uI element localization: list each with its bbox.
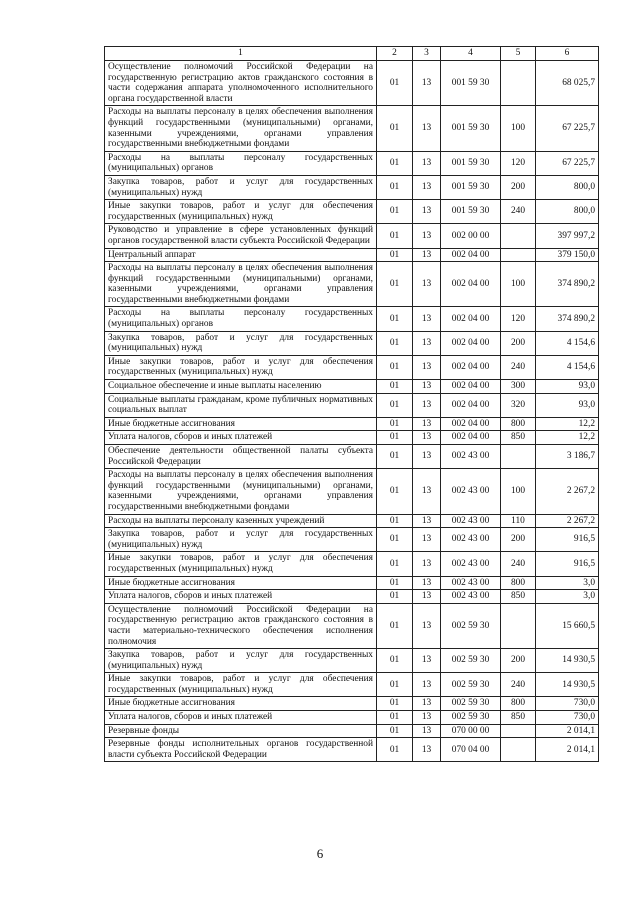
row-description: Закупка товаров, работ и услуг для государственных (муниципальных) нужд bbox=[105, 331, 377, 355]
row-section-code: 01 bbox=[377, 224, 413, 248]
row-subsection-code: 13 bbox=[413, 469, 441, 514]
row-description: Расходы на выплаты персоналу казенных учреждений bbox=[105, 514, 377, 528]
page-number: 6 bbox=[316, 846, 324, 861]
table-row bbox=[105, 200, 599, 224]
row-section-code: 01 bbox=[377, 514, 413, 528]
row-subsection-code: 13 bbox=[413, 248, 441, 262]
row-subsection-code: 13 bbox=[413, 603, 441, 648]
header-cell: 2 bbox=[377, 47, 413, 61]
row-amount: 730,0 bbox=[536, 697, 599, 711]
row-expense-type: 240 bbox=[501, 355, 536, 379]
row-expense-type: 800 bbox=[501, 576, 536, 590]
row-target-article: 002 43 00 bbox=[441, 445, 501, 469]
row-amount: 4 154,6 bbox=[536, 355, 599, 379]
row-section-code: 01 bbox=[377, 603, 413, 648]
row-target-article: 002 43 00 bbox=[441, 469, 501, 514]
row-description: Руководство и управление в сфере установленных функций органов государственной власти субъекта Российской Федерации bbox=[105, 224, 377, 248]
row-amount: 3,0 bbox=[536, 576, 599, 590]
row-target-article: 002 04 00 bbox=[441, 307, 501, 331]
row-description: Иные закупки товаров, работ и услуг для обеспечения государственных (муниципальных) нужд bbox=[105, 355, 377, 379]
table-row bbox=[105, 603, 599, 648]
row-target-article: 070 00 00 bbox=[441, 724, 501, 738]
row-amount: 12,2 bbox=[536, 417, 599, 431]
row-expense-type bbox=[501, 738, 536, 762]
row-target-article: 002 43 00 bbox=[441, 514, 501, 528]
table-row bbox=[105, 151, 599, 175]
row-amount: 2 014,1 bbox=[536, 738, 599, 762]
row-subsection-code: 13 bbox=[413, 380, 441, 394]
row-target-article: 001 59 30 bbox=[441, 151, 501, 175]
header-cell: 6 bbox=[536, 47, 599, 61]
row-section-code: 01 bbox=[377, 393, 413, 417]
row-target-article: 002 43 00 bbox=[441, 590, 501, 604]
row-description: Расходы на выплаты персоналу в целях обеспечения выполнения функций государственными (муниципальными) органами, казенными учреждениями, органами управления государственными внебюджетными фондами bbox=[105, 469, 377, 514]
row-expense-type: 200 bbox=[501, 649, 536, 673]
row-subsection-code: 13 bbox=[413, 590, 441, 604]
table-row bbox=[105, 224, 599, 248]
table-row bbox=[105, 673, 599, 697]
row-expense-type: 320 bbox=[501, 393, 536, 417]
row-section-code: 01 bbox=[377, 590, 413, 604]
row-section-code: 01 bbox=[377, 576, 413, 590]
row-section-code: 01 bbox=[377, 724, 413, 738]
row-expense-type bbox=[501, 724, 536, 738]
row-target-article: 001 59 30 bbox=[441, 61, 501, 106]
row-expense-type: 850 bbox=[501, 711, 536, 725]
row-expense-type: 300 bbox=[501, 380, 536, 394]
table-row bbox=[105, 417, 599, 431]
row-subsection-code: 13 bbox=[413, 151, 441, 175]
row-description: Расходы на выплаты персоналу государственных (муниципальных) органов bbox=[105, 307, 377, 331]
row-subsection-code: 13 bbox=[413, 106, 441, 151]
row-amount: 2 014,1 bbox=[536, 724, 599, 738]
row-expense-type: 100 bbox=[501, 262, 536, 307]
row-subsection-code: 13 bbox=[413, 61, 441, 106]
row-amount: 93,0 bbox=[536, 393, 599, 417]
row-expense-type: 240 bbox=[501, 673, 536, 697]
row-target-article: 002 04 00 bbox=[441, 417, 501, 431]
row-amount: 12,2 bbox=[536, 431, 599, 445]
row-subsection-code: 13 bbox=[413, 738, 441, 762]
row-section-code: 01 bbox=[377, 445, 413, 469]
row-subsection-code: 13 bbox=[413, 393, 441, 417]
row-description: Социальные выплаты гражданам, кроме публичных нормативных социальных выплат bbox=[105, 393, 377, 417]
table-row bbox=[105, 393, 599, 417]
row-subsection-code: 13 bbox=[413, 355, 441, 379]
row-expense-type: 120 bbox=[501, 307, 536, 331]
header-cell: 1 bbox=[105, 47, 377, 61]
row-target-article: 070 04 00 bbox=[441, 738, 501, 762]
table-row bbox=[105, 355, 599, 379]
row-amount: 800,0 bbox=[536, 200, 599, 224]
row-subsection-code: 13 bbox=[413, 200, 441, 224]
table-header-row bbox=[105, 47, 599, 61]
row-amount: 374 890,2 bbox=[536, 307, 599, 331]
row-section-code: 01 bbox=[377, 248, 413, 262]
row-description: Осуществление полномочий Российской Федерации на государственную регистрацию актов гражданского состояния в части содержания аппарата уполномоченного исполнительного органа государственной власти bbox=[105, 61, 377, 106]
table-row bbox=[105, 380, 599, 394]
row-section-code: 01 bbox=[377, 469, 413, 514]
row-expense-type bbox=[501, 445, 536, 469]
row-subsection-code: 13 bbox=[413, 528, 441, 552]
table-row bbox=[105, 469, 599, 514]
row-section-code: 01 bbox=[377, 307, 413, 331]
row-target-article: 002 04 00 bbox=[441, 431, 501, 445]
row-subsection-code: 13 bbox=[413, 724, 441, 738]
row-target-article: 002 00 00 bbox=[441, 224, 501, 248]
document-page bbox=[104, 46, 598, 762]
row-amount: 916,5 bbox=[536, 528, 599, 552]
row-amount: 67 225,7 bbox=[536, 151, 599, 175]
row-section-code: 01 bbox=[377, 106, 413, 151]
row-section-code: 01 bbox=[377, 61, 413, 106]
row-expense-type bbox=[501, 61, 536, 106]
row-description: Резервные фонды bbox=[105, 724, 377, 738]
row-amount: 2 267,2 bbox=[536, 514, 599, 528]
header-cell: 5 bbox=[501, 47, 536, 61]
row-description: Уплата налогов, сборов и иных платежей bbox=[105, 590, 377, 604]
row-subsection-code: 13 bbox=[413, 552, 441, 576]
table-row bbox=[105, 106, 599, 151]
row-expense-type: 240 bbox=[501, 200, 536, 224]
row-subsection-code: 13 bbox=[413, 673, 441, 697]
row-section-code: 01 bbox=[377, 151, 413, 175]
row-subsection-code: 13 bbox=[413, 697, 441, 711]
row-section-code: 01 bbox=[377, 431, 413, 445]
row-description: Закупка товаров, работ и услуг для государственных (муниципальных) нужд bbox=[105, 528, 377, 552]
row-subsection-code: 13 bbox=[413, 431, 441, 445]
row-description: Закупка товаров, работ и услуг для государственных (муниципальных) нужд bbox=[105, 175, 377, 199]
row-section-code: 01 bbox=[377, 738, 413, 762]
row-target-article: 002 04 00 bbox=[441, 380, 501, 394]
row-section-code: 01 bbox=[377, 552, 413, 576]
table-row bbox=[105, 262, 599, 307]
table-row bbox=[105, 175, 599, 199]
row-section-code: 01 bbox=[377, 200, 413, 224]
row-amount: 2 267,2 bbox=[536, 469, 599, 514]
row-subsection-code: 13 bbox=[413, 514, 441, 528]
row-description: Иные бюджетные ассигнования bbox=[105, 576, 377, 590]
row-subsection-code: 13 bbox=[413, 711, 441, 725]
table-row bbox=[105, 528, 599, 552]
row-subsection-code: 13 bbox=[413, 224, 441, 248]
table-row bbox=[105, 61, 599, 106]
row-section-code: 01 bbox=[377, 355, 413, 379]
table-body bbox=[105, 61, 599, 762]
row-target-article: 001 59 30 bbox=[441, 106, 501, 151]
row-description: Иные бюджетные ассигнования bbox=[105, 697, 377, 711]
table-row bbox=[105, 552, 599, 576]
row-expense-type: 800 bbox=[501, 697, 536, 711]
row-amount: 14 930,5 bbox=[536, 649, 599, 673]
row-target-article: 002 59 30 bbox=[441, 711, 501, 725]
row-amount: 3 186,7 bbox=[536, 445, 599, 469]
row-amount: 730,0 bbox=[536, 711, 599, 725]
row-amount: 15 660,5 bbox=[536, 603, 599, 648]
row-description: Закупка товаров, работ и услуг для государственных (муниципальных) нужд bbox=[105, 649, 377, 673]
row-expense-type bbox=[501, 224, 536, 248]
table-row bbox=[105, 248, 599, 262]
table-row bbox=[105, 697, 599, 711]
row-description: Обеспечение деятельности общественной палаты субъекта Российской Федерации bbox=[105, 445, 377, 469]
row-description: Иные закупки товаров, работ и услуг для обеспечения государственных (муниципальных) нужд bbox=[105, 552, 377, 576]
row-target-article: 002 59 30 bbox=[441, 649, 501, 673]
table-row bbox=[105, 431, 599, 445]
row-description: Уплата налогов, сборов и иных платежей bbox=[105, 431, 377, 445]
row-target-article: 002 04 00 bbox=[441, 248, 501, 262]
row-target-article: 002 43 00 bbox=[441, 576, 501, 590]
table-row bbox=[105, 649, 599, 673]
row-target-article: 001 59 30 bbox=[441, 175, 501, 199]
row-description: Уплата налогов, сборов и иных платежей bbox=[105, 711, 377, 725]
row-target-article: 002 04 00 bbox=[441, 331, 501, 355]
row-target-article: 002 59 30 bbox=[441, 603, 501, 648]
row-amount: 14 930,5 bbox=[536, 673, 599, 697]
row-section-code: 01 bbox=[377, 673, 413, 697]
row-subsection-code: 13 bbox=[413, 262, 441, 307]
row-section-code: 01 bbox=[377, 649, 413, 673]
row-description: Центральный аппарат bbox=[105, 248, 377, 262]
row-subsection-code: 13 bbox=[413, 417, 441, 431]
row-amount: 4 154,6 bbox=[536, 331, 599, 355]
row-amount: 379 150,0 bbox=[536, 248, 599, 262]
row-target-article: 002 04 00 bbox=[441, 393, 501, 417]
row-subsection-code: 13 bbox=[413, 576, 441, 590]
row-section-code: 01 bbox=[377, 331, 413, 355]
row-expense-type bbox=[501, 248, 536, 262]
table-row bbox=[105, 445, 599, 469]
row-expense-type: 240 bbox=[501, 552, 536, 576]
row-description: Социальное обеспечение и иные выплаты населению bbox=[105, 380, 377, 394]
budget-table bbox=[104, 46, 599, 762]
row-amount: 397 997,2 bbox=[536, 224, 599, 248]
row-section-code: 01 bbox=[377, 528, 413, 552]
table-row bbox=[105, 514, 599, 528]
row-expense-type: 800 bbox=[501, 417, 536, 431]
row-subsection-code: 13 bbox=[413, 307, 441, 331]
row-target-article: 002 59 30 bbox=[441, 697, 501, 711]
row-description: Расходы на выплаты персоналу в целях обеспечения выполнения функций государственными (муниципальными) органами, казенными учреждениями, органами управления государственными внебюджетными фондами bbox=[105, 106, 377, 151]
row-section-code: 01 bbox=[377, 262, 413, 307]
table-row bbox=[105, 590, 599, 604]
row-subsection-code: 13 bbox=[413, 331, 441, 355]
row-subsection-code: 13 bbox=[413, 445, 441, 469]
row-subsection-code: 13 bbox=[413, 175, 441, 199]
table-row bbox=[105, 724, 599, 738]
table-row bbox=[105, 576, 599, 590]
row-subsection-code: 13 bbox=[413, 649, 441, 673]
row-amount: 93,0 bbox=[536, 380, 599, 394]
row-target-article: 002 04 00 bbox=[441, 262, 501, 307]
row-description: Иные закупки товаров, работ и услуг для обеспечения государственных (муниципальных) нужд bbox=[105, 200, 377, 224]
table-row bbox=[105, 711, 599, 725]
row-section-code: 01 bbox=[377, 697, 413, 711]
table-row bbox=[105, 307, 599, 331]
row-expense-type: 850 bbox=[501, 431, 536, 445]
row-section-code: 01 bbox=[377, 711, 413, 725]
row-amount: 800,0 bbox=[536, 175, 599, 199]
row-amount: 67 225,7 bbox=[536, 106, 599, 151]
row-expense-type: 100 bbox=[501, 106, 536, 151]
row-target-article: 002 43 00 bbox=[441, 528, 501, 552]
row-expense-type: 200 bbox=[501, 331, 536, 355]
row-description: Расходы на выплаты персоналу государственных (муниципальных) органов bbox=[105, 151, 377, 175]
row-amount: 3,0 bbox=[536, 590, 599, 604]
row-expense-type: 200 bbox=[501, 175, 536, 199]
row-expense-type: 120 bbox=[501, 151, 536, 175]
row-amount: 374 890,2 bbox=[536, 262, 599, 307]
row-description: Осуществление полномочий Российской Федерации на государственную регистрацию актов гражданского состояния в части материально-технического обеспечения исполнения полномочия bbox=[105, 603, 377, 648]
table-row bbox=[105, 738, 599, 762]
row-description: Иные закупки товаров, работ и услуг для обеспечения государственных (муниципальных) нужд bbox=[105, 673, 377, 697]
table-row bbox=[105, 331, 599, 355]
row-description: Резервные фонды исполнительных органов государственной власти субъекта Российской Федерации bbox=[105, 738, 377, 762]
header-cell: 3 bbox=[413, 47, 441, 61]
row-target-article: 002 04 00 bbox=[441, 355, 501, 379]
row-section-code: 01 bbox=[377, 380, 413, 394]
row-expense-type: 100 bbox=[501, 469, 536, 514]
row-expense-type: 850 bbox=[501, 590, 536, 604]
row-amount: 68 025,7 bbox=[536, 61, 599, 106]
row-section-code: 01 bbox=[377, 175, 413, 199]
row-description: Иные бюджетные ассигнования bbox=[105, 417, 377, 431]
row-amount: 916,5 bbox=[536, 552, 599, 576]
row-target-article: 001 59 30 bbox=[441, 200, 501, 224]
row-description: Расходы на выплаты персоналу в целях обеспечения выполнения функций государственными (муниципальными) органами, казенными учреждениями, органами управления государственными внебюджетными фондами bbox=[105, 262, 377, 307]
row-expense-type: 110 bbox=[501, 514, 536, 528]
row-section-code: 01 bbox=[377, 417, 413, 431]
row-expense-type bbox=[501, 603, 536, 648]
row-target-article: 002 43 00 bbox=[441, 552, 501, 576]
row-expense-type: 200 bbox=[501, 528, 536, 552]
row-target-article: 002 59 30 bbox=[441, 673, 501, 697]
header-cell: 4 bbox=[441, 47, 501, 61]
